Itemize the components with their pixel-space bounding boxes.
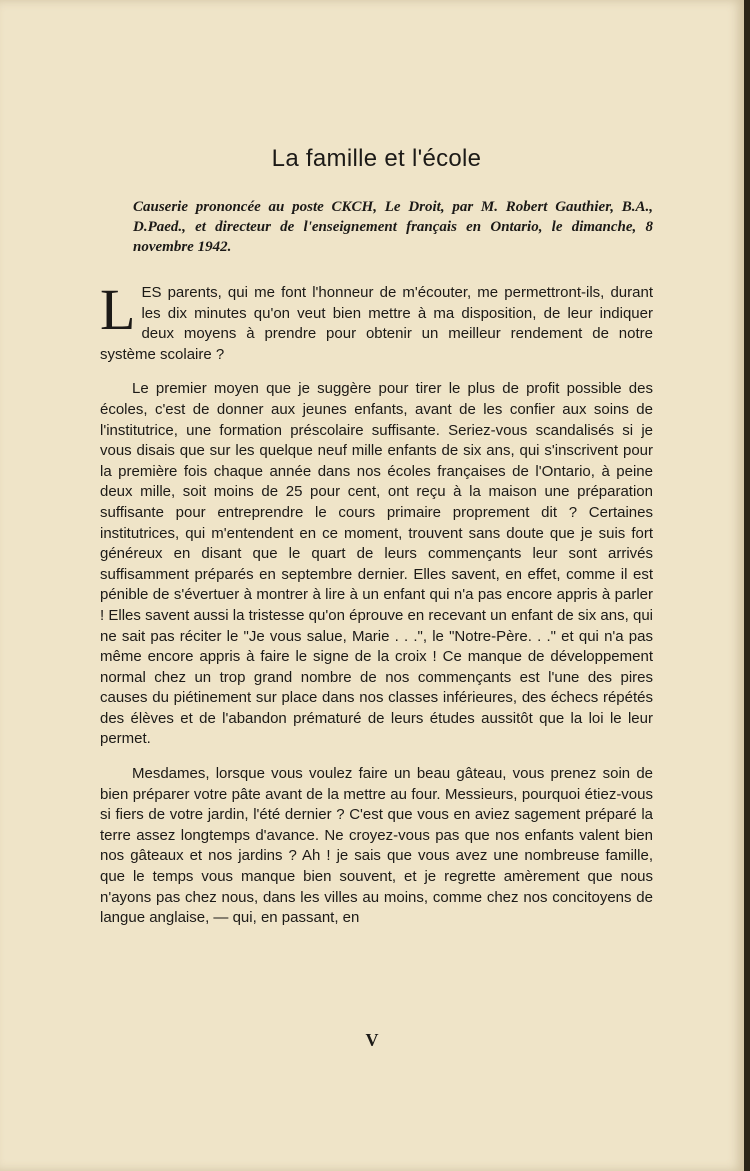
page-title: La famille et l'école xyxy=(271,145,482,172)
page-number: V xyxy=(365,1030,379,1050)
paragraph-1 xyxy=(100,277,653,365)
page-content xyxy=(100,145,653,943)
page-edge-shadow xyxy=(744,0,750,1171)
paragraph-2: Le premier moyen que je suggère pour tirer le plus de profit possible des écoles, c'est de donner aux jeunes enfants, avant de les confier aux soins de l'institutrice, une formation préscolaire suffisante. Seriez-vous scandalisés si je vous disais que sur les quelque neuf mille enfants de six ans, qui s'inscrivent pour la première fois chaque année dans nos écoles françaises de l'Ontario, à peine deux mille, soit moins de 25 pour cent, ont reçu à la maison une préparation suffisante pour entreprendre le cours primaire proprement dit ? Certaines institutrices, qui m'entendent en ce moment, trouvent sans doute que je suis fort généreux en disant que le quart de leurs commençants leur sont arrivés suffisamment préparés en septembre dernier. Elles savent, en effet, comme il est pénible de s'évertuer à montrer à lire à un enfant qui n'a pas encore appris à parler ! Elles savent aussi la tristesse qu'on éprouve en recevant un enfant de six ans, qui ne sait pas réciter le "Je vous salue, Marie . . .", le "Notre-Père. . ." et qui n'a pas même encore appris à faire le signe de la croix ! Ce manque de développement normal chez un trop grand nombre de nos commençants est l'une des pires causes du piétinement sur place dans nos classes inférieures, des échecs répétés des élèves et de l'abandon prématuré de leurs études aussitôt que la loi le leur permet. xyxy=(100,380,653,748)
paragraph-3: Mesdames, lorsque vous voulez faire un beau gâteau, vous prenez soin de bien préparer votre pâte avant de la mettre au four. Messieurs, pourquoi étiez-vous si fiers de votre jardin, l'été dernier ? C'est que vous en aviez sagement préparé la terre assez longtemps d'avance. Ne croyez-vous pas que nos enfants valent bien nos gâteaux et nos jardins ? Ah ! je sais que vous avez une nombreuse famille, que le temps vous manque bien souvent, et je regrette amèrement que nous n'ayons pas chez nous, dans les villes au moins, comme chez nos concitoyens de langue anglaise, — qui, en passant, en xyxy=(100,765,653,927)
subtitle: Causerie prononcée au poste CKCH, Le Droit, par M. Robert Gauthier, B.A., D.Paed., et directeur de l'enseignement français en Ontario, le dimanche, 8 novembre 1942. xyxy=(133,199,653,255)
drop-cap: L xyxy=(100,277,136,342)
paragraph-1-text: ES parents, qui me font l'honneur de m'écouter, me permettront-ils, durant les dix minutes qu'on veut bien mettre à ma disposition, de leur indiquer deux moyens à prendre pour obtenir un meilleur rendement de notre système scolaire ? xyxy=(100,284,653,363)
